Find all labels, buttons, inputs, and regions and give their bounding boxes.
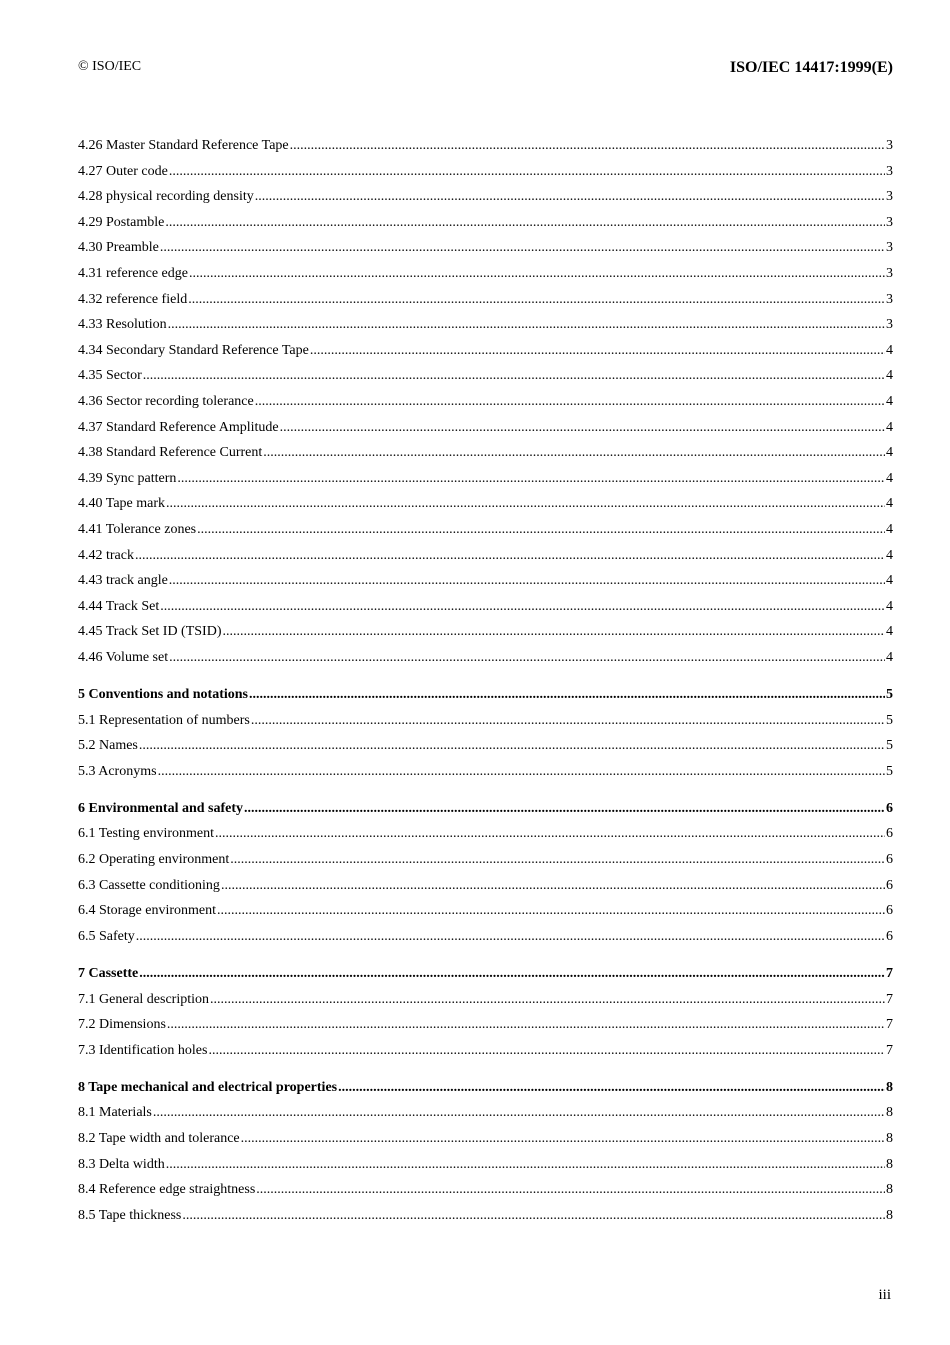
toc-entry-page: 6 <box>886 852 893 868</box>
dot-leader <box>230 847 885 873</box>
toc-entry[interactable] <box>78 987 893 1013</box>
toc-section <box>78 682 893 784</box>
toc-entry[interactable] <box>78 594 893 620</box>
toc-entry-label: 4.39 Sync pattern <box>78 470 177 486</box>
dot-leader <box>208 1038 885 1064</box>
toc-entry-label: 6.4 Storage environment <box>78 903 217 919</box>
toc-entry-page: 6 <box>886 877 893 893</box>
toc-entry-label: 4.29 Postamble <box>78 214 165 230</box>
toc-section <box>78 796 893 950</box>
toc-entry[interactable] <box>78 543 893 569</box>
toc-entry-page: 4 <box>886 419 893 435</box>
toc-entry-label: 4.40 Tape mark <box>78 496 166 512</box>
toc-entry-page: 8 <box>886 1079 893 1095</box>
toc-entry-label: 4.27 Outer code <box>78 163 168 179</box>
toc-entry-label: 4.44 Track Set <box>78 598 160 614</box>
toc-entry-page: 7 <box>886 991 893 1007</box>
dot-leader <box>135 543 885 569</box>
toc-entry[interactable] <box>78 898 893 924</box>
toc-entry[interactable] <box>78 821 893 847</box>
toc-entry-page: 4 <box>886 445 893 461</box>
toc-entry-page: 5 <box>886 738 893 754</box>
toc-entry[interactable] <box>78 363 893 389</box>
dot-leader <box>165 210 885 236</box>
toc-entry-label: 4.30 Preamble <box>78 240 159 256</box>
dot-leader <box>189 261 885 287</box>
toc-entry-label: 6.2 Operating environment <box>78 852 230 868</box>
toc-entry[interactable] <box>78 645 893 671</box>
toc-entry-label: 7.3 Identification holes <box>78 1042 208 1058</box>
toc-entry[interactable] <box>78 759 893 785</box>
toc-entry[interactable] <box>78 1126 893 1152</box>
dot-leader <box>166 491 885 517</box>
toc-entry[interactable] <box>78 1100 893 1126</box>
toc-section <box>78 961 893 1063</box>
toc-entry-page: 3 <box>886 163 893 179</box>
page-number: iii <box>878 1287 891 1303</box>
toc-entry-label: 4.28 physical recording density <box>78 189 254 205</box>
toc-entry-label: 4.26 Master Standard Reference Tape <box>78 138 289 153</box>
toc-entry-label: 4.42 track <box>78 547 134 563</box>
toc-entry-page: 3 <box>886 265 893 281</box>
toc-entry-page: 8 <box>886 1105 893 1121</box>
toc-entry-label: 5 Conventions and notations <box>78 686 248 702</box>
toc-entry-page: 6 <box>886 826 893 842</box>
dot-leader <box>136 924 885 950</box>
toc-entry-label: 8.3 Delta width <box>78 1156 165 1172</box>
table-of-contents <box>78 133 893 1228</box>
toc-entry-page: 3 <box>886 214 893 230</box>
toc-entry-page: 8 <box>886 1156 893 1172</box>
toc-entry[interactable] <box>78 184 893 210</box>
toc-entry-page: 4 <box>886 368 893 384</box>
toc-entry-page: 4 <box>886 547 893 563</box>
toc-entry-page: 5 <box>886 763 893 779</box>
dot-leader <box>223 619 886 645</box>
toc-entry-page: 7 <box>886 1042 893 1058</box>
toc-entry[interactable] <box>78 235 893 261</box>
dot-leader <box>256 1177 885 1203</box>
toc-entry-label: 8.1 Materials <box>78 1105 152 1121</box>
toc-entry-label: 4.34 Secondary Standard Reference Tape <box>78 342 309 358</box>
dot-leader <box>338 1075 885 1101</box>
dot-leader <box>167 1012 885 1038</box>
toc-entry-label: 7.2 Dimensions <box>78 1017 166 1033</box>
toc-entry[interactable] <box>78 619 893 645</box>
toc-entry-page: 8 <box>886 1130 893 1146</box>
dot-leader <box>143 363 885 389</box>
toc-entry[interactable] <box>78 517 893 543</box>
toc-section-title[interactable] <box>78 961 893 987</box>
dot-leader <box>158 759 885 785</box>
toc-entry-page: 3 <box>886 138 893 153</box>
toc-entry-page: 3 <box>886 240 893 256</box>
toc-entry-label: 6 Environmental and safety <box>78 800 244 816</box>
toc-entry[interactable] <box>78 1177 893 1203</box>
dot-leader <box>215 821 885 847</box>
toc-entry-label: 8.5 Tape thickness <box>78 1207 182 1223</box>
dot-leader <box>241 1126 885 1152</box>
toc-entry-label: 8.4 Reference edge straightness <box>78 1182 256 1198</box>
dot-leader <box>139 961 885 987</box>
toc-entry[interactable] <box>78 159 893 185</box>
dot-leader <box>249 682 885 708</box>
toc-entry-page: 7 <box>886 1017 893 1033</box>
dot-leader <box>251 708 885 734</box>
toc-entry-label: 8.2 Tape width and tolerance <box>78 1130 240 1146</box>
dot-leader <box>290 133 885 159</box>
toc-entry-page: 4 <box>886 496 893 512</box>
toc-entry-page: 6 <box>886 903 893 919</box>
toc-section-title[interactable] <box>78 796 893 822</box>
toc-entry-label: 4.36 Sector recording tolerance <box>78 393 254 409</box>
dot-leader <box>160 594 885 620</box>
toc-entry-label: 7 Cassette <box>78 965 139 981</box>
toc-entry-label: 5.1 Representation of numbers <box>78 712 250 728</box>
toc-entry-label: 4.45 Track Set ID (TSID) <box>78 624 222 640</box>
dot-leader <box>244 796 885 822</box>
dot-leader <box>217 898 885 924</box>
toc-entry[interactable] <box>78 568 893 594</box>
toc-entry-page: 3 <box>886 189 893 205</box>
toc-entry-label: 4.33 Resolution <box>78 317 167 333</box>
toc-entry-page: 4 <box>886 470 893 486</box>
toc-entry-label: 4.41 Tolerance zones <box>78 521 197 537</box>
toc-entry-page: 8 <box>886 1207 893 1223</box>
toc-entry-label: 5.3 Acronyms <box>78 763 157 779</box>
toc-entry[interactable] <box>78 847 893 873</box>
dot-leader <box>197 517 885 543</box>
dot-leader <box>210 987 885 1013</box>
toc-entry-label: 4.43 track angle <box>78 573 168 589</box>
dot-leader <box>169 568 885 594</box>
header-copyright: © ISO/IEC <box>78 59 142 74</box>
toc-section <box>78 133 893 670</box>
toc-section-title[interactable] <box>78 1075 893 1101</box>
toc-entry-label: 8 Tape mechanical and electrical properties <box>78 1079 338 1095</box>
toc-entry[interactable] <box>78 924 893 950</box>
toc-entry-page: 4 <box>886 573 893 589</box>
toc-entry[interactable] <box>78 389 893 415</box>
dot-leader <box>168 312 885 338</box>
toc-entry-page: 4 <box>886 393 893 409</box>
toc-entry-label: 5.2 Names <box>78 738 138 754</box>
toc-entry-page: 3 <box>886 317 893 333</box>
toc-entry[interactable] <box>78 312 893 338</box>
dot-leader <box>280 415 885 441</box>
dot-leader <box>166 1152 885 1178</box>
dot-leader <box>255 184 885 210</box>
toc-entry[interactable] <box>78 133 893 159</box>
toc-entry-page: 4 <box>886 624 893 640</box>
toc-entry-label: 6.3 Cassette conditioning <box>78 877 220 893</box>
toc-entry-page: 4 <box>886 342 893 358</box>
toc-entry-label: 4.32 reference field <box>78 291 188 307</box>
toc-entry-page: 5 <box>886 712 893 728</box>
dot-leader <box>310 338 885 364</box>
toc-entry[interactable] <box>78 415 893 441</box>
toc-entry-page: 4 <box>886 521 893 537</box>
toc-entry[interactable] <box>78 491 893 517</box>
toc-entry-label: 4.38 Standard Reference Current <box>78 445 263 461</box>
dot-leader <box>182 1203 885 1229</box>
toc-entry-page: 4 <box>886 598 893 614</box>
toc-section <box>78 1075 893 1229</box>
toc-entry-label: 7.1 General description <box>78 991 210 1007</box>
toc-entry[interactable] <box>78 287 893 313</box>
document-title: ISO/IEC 14417:1999(E) <box>729 59 893 76</box>
dot-leader <box>169 645 885 671</box>
toc-entry-page: 7 <box>886 965 893 981</box>
dot-leader <box>153 1100 885 1126</box>
toc-entry[interactable] <box>78 440 893 466</box>
dot-leader <box>160 235 885 261</box>
toc-entry[interactable] <box>78 466 893 492</box>
dot-leader <box>169 159 885 185</box>
toc-entry[interactable] <box>78 1152 893 1178</box>
toc-entry-label: 4.37 Standard Reference Amplitude <box>78 419 279 435</box>
toc-entry[interactable] <box>78 733 893 759</box>
toc-entry[interactable] <box>78 1203 893 1229</box>
toc-entry-page: 4 <box>886 649 893 665</box>
toc-entry-label: 6.1 Testing environment <box>78 826 215 842</box>
dot-leader <box>139 733 885 759</box>
toc-entry-page: 6 <box>886 928 893 944</box>
toc-entry-page: 8 <box>886 1182 893 1198</box>
dot-leader <box>255 389 885 415</box>
toc-section-title[interactable] <box>78 682 893 708</box>
toc-entry-label: 6.5 Safety <box>78 928 135 944</box>
toc-entry[interactable] <box>78 873 893 899</box>
toc-entry[interactable] <box>78 210 893 236</box>
toc-entry[interactable] <box>78 261 893 287</box>
toc-entry[interactable] <box>78 338 893 364</box>
toc-entry-label: 4.46 Volume set <box>78 649 169 665</box>
toc-entry-label: 4.31 reference edge <box>78 265 188 281</box>
toc-entry-page: 5 <box>886 686 893 702</box>
dot-leader <box>263 440 885 466</box>
dot-leader <box>177 466 885 492</box>
toc-entry-page: 3 <box>886 291 893 307</box>
toc-entry-label: 4.35 Sector <box>78 368 142 384</box>
toc-entry-page: 6 <box>886 800 893 816</box>
dot-leader <box>188 287 885 313</box>
toc-entry[interactable] <box>78 1012 893 1038</box>
dot-leader <box>221 873 885 899</box>
toc-entry[interactable] <box>78 1038 893 1064</box>
toc-entry[interactable] <box>78 708 893 734</box>
